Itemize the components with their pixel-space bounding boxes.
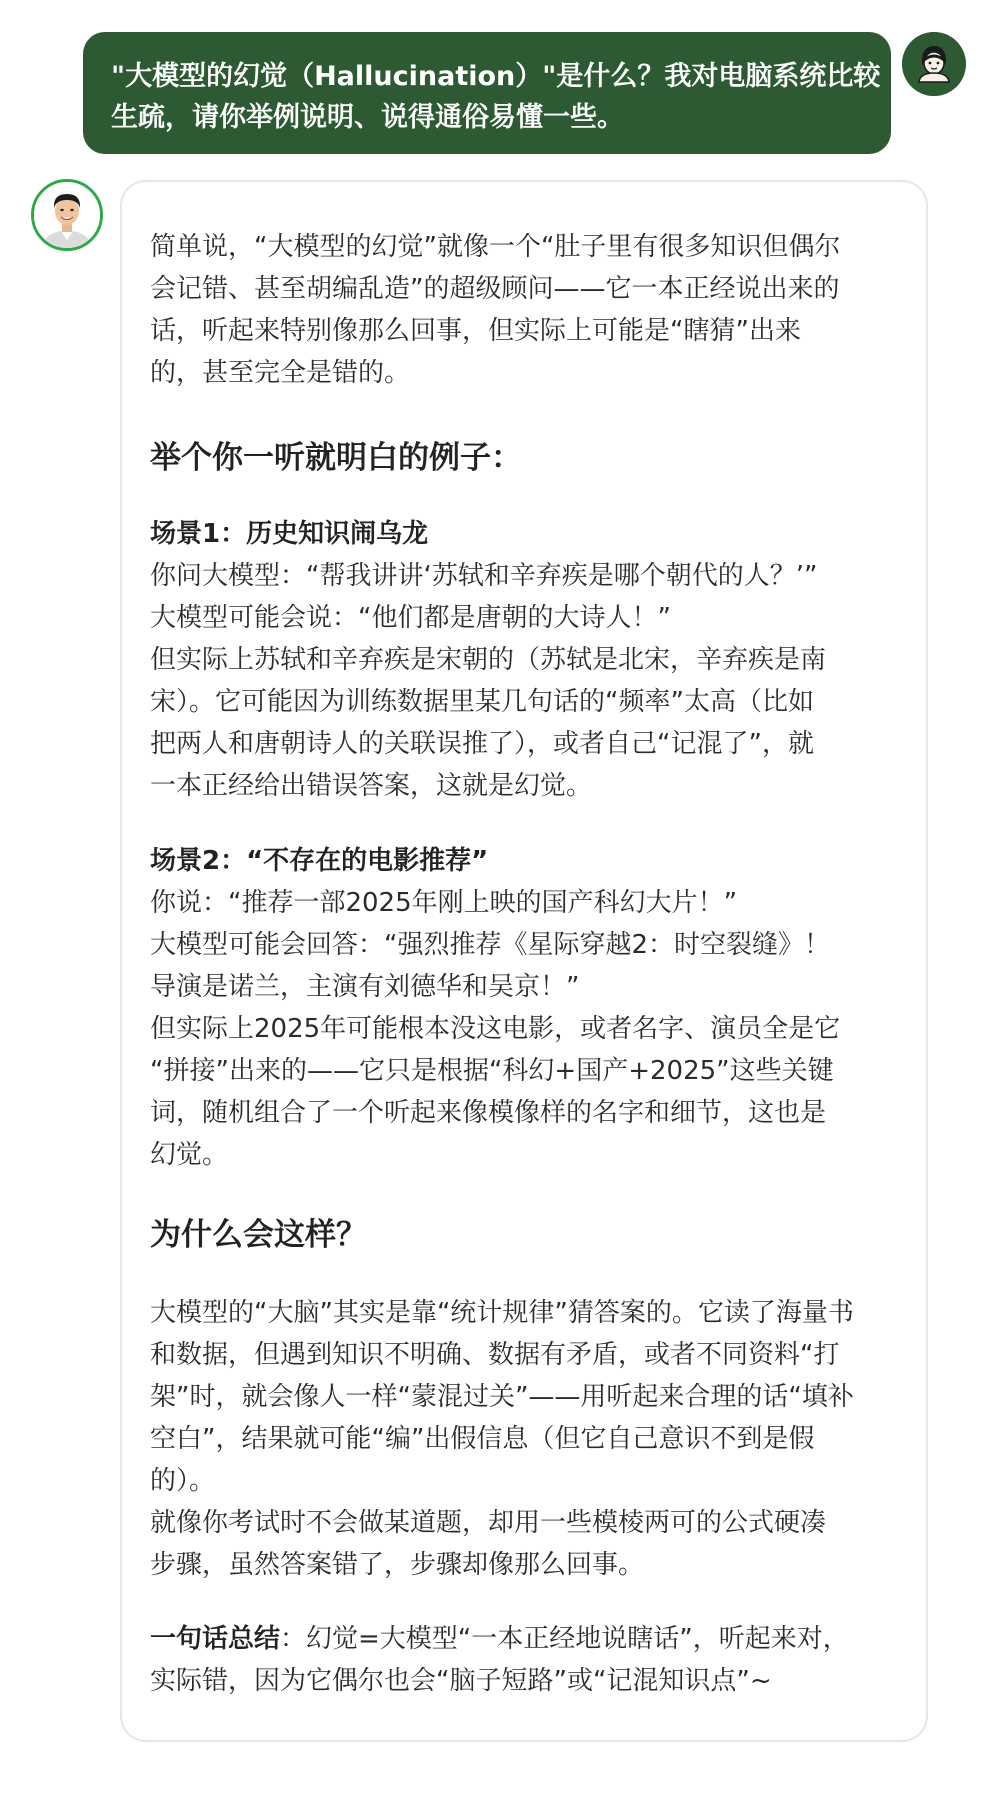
- assistant-avatar[interactable]: [31, 179, 103, 251]
- why-paragraph: [150, 1292, 895, 1586]
- user-message-line: "大模型的幻觉（Hallucination）"是什么？我对电脑系统比较: [111, 61, 881, 92]
- summary-label: 一句话总结: [150, 1624, 281, 1654]
- why-line: 架”时，就会像人一样“蒙混过关”——用听起来合理的话“填补: [150, 1382, 854, 1412]
- scene1-line: 但实际上苏轼和辛弃疾是宋朝的（苏轼是北宋，辛弃疾是南: [150, 645, 827, 675]
- user-message-line: 生疏，请你举例说明、说得通俗易懂一些。: [111, 102, 624, 133]
- summary-line: [150, 1618, 895, 1660]
- scene1-block: [150, 513, 895, 807]
- intro-paragraph: [150, 226, 895, 394]
- scene2-line: 幻觉。: [150, 1140, 229, 1170]
- scene2-line: 导演是诺兰，主演有刘德华和吴京！”: [150, 972, 580, 1002]
- why-line: 步骤，虽然答案错了，步骤却像那么回事。: [150, 1550, 645, 1580]
- scene2-line: “拼接”出来的——它只是根据“科幻+国产+2025”这些关键: [150, 1056, 834, 1086]
- scene2-title: 场景2：“不存在的电影推荐”: [150, 846, 489, 876]
- why-heading: 为什么会这样？: [150, 1217, 367, 1253]
- why-line: 空白”，结果就可能“编”出假信息（但它自己意识不到是假: [150, 1424, 815, 1454]
- user-message-bubble: [83, 32, 891, 154]
- scene2-line: 但实际上2025年可能根本没这电影，或者名字、演员全是它: [150, 1014, 841, 1044]
- examples-heading: 举个你一听就明白的例子：: [150, 440, 522, 476]
- intro-line: 简单说，“大模型的幻觉”就像一个“肚子里有很多知识但偶尔: [150, 232, 841, 262]
- summary-paragraph: [150, 1618, 895, 1702]
- scene2-block: [150, 840, 895, 1176]
- scene1-line: 大模型可能会说：“他们都是唐朝的大诗人！”: [150, 603, 671, 633]
- scene1-line: 把两人和唐朝诗人的关联误推了），或者自己“记混了”，就: [150, 729, 814, 759]
- summary-text: ：幻觉=大模型“一本正经地说瞎话”，听起来对，: [280, 1624, 849, 1654]
- scene2-line: 你说：“推荐一部2025年刚上映的国产科幻大片！”: [150, 888, 738, 918]
- scene2-line: 大模型可能会回答：“强烈推荐《星际穿越2：时空裂缝》！: [150, 930, 831, 960]
- scene2-line: 词，随机组合了一个听起来像模像样的名字和细节，这也是: [150, 1098, 827, 1128]
- intro-line: 话，听起来特别像那么回事，但实际上可能是“瞎猜”出来: [150, 316, 801, 346]
- intro-line: 的，甚至完全是错的。: [150, 358, 411, 388]
- scene1-line: 你问大模型：“帮我讲讲‘苏轼和辛弃疾是哪个朝代的人？’”: [150, 561, 818, 591]
- why-line: 的）。: [150, 1466, 216, 1496]
- why-line: 和数据，但遇到知识不明确、数据有矛盾，或者不同资料“打: [150, 1340, 840, 1370]
- user-avatar[interactable]: [902, 32, 966, 96]
- intro-line: 会记错、甚至胡编乱造”的超级顾问——它一本正经说出来的: [150, 274, 840, 304]
- summary-line: 实际错，因为它偶尔也会“脑子短路”或“记混知识点”~: [150, 1666, 772, 1696]
- scene1-title: 场景1：历史知识闹乌龙: [150, 519, 429, 549]
- scene1-line: 一本正经给出错误答案，这就是幻觉。: [150, 771, 593, 801]
- why-line: 就像你考试时不会做某道题，却用一些模棱两可的公式硬凑: [150, 1508, 827, 1538]
- scene1-line: 宋）。它可能因为训练数据里某几句话的“频率”太高（比如: [150, 687, 814, 717]
- assistant-portrait-icon: [34, 182, 100, 248]
- why-line: 大模型的“大脑”其实是靠“统计规律”猜答案的。它读了海量书: [150, 1298, 854, 1328]
- user-person-icon: [902, 32, 966, 96]
